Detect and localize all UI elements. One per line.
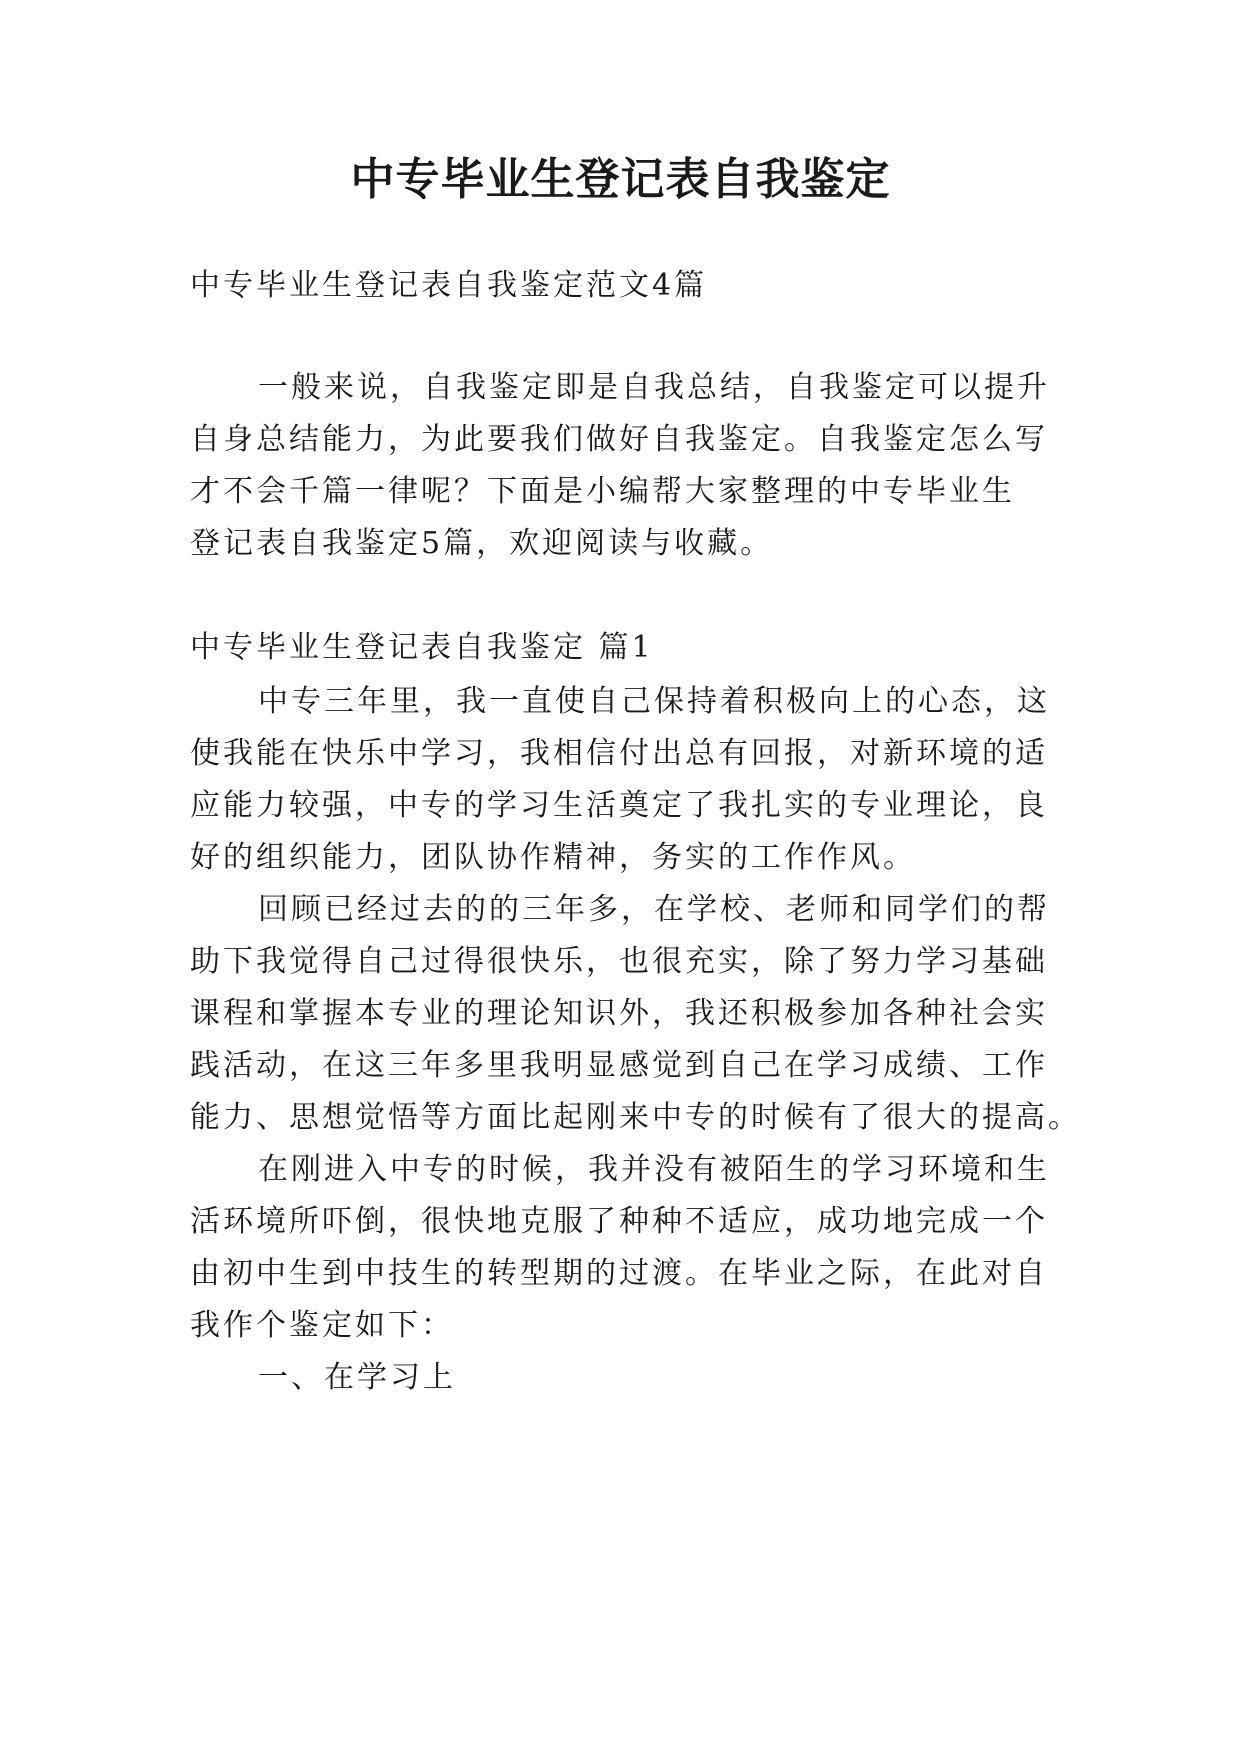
list-item-heading: 一、在学习上 (258, 1360, 456, 1395)
paragraph-line: 践活动，在这三年多里我明显感觉到自己在学习成绩、工作 (190, 1048, 1048, 1083)
document-title: 中专毕业生登记表自我鉴定 (350, 154, 891, 205)
paragraph-line: 我作个鉴定如下： (190, 1308, 454, 1343)
intro-line: 自身总结能力，为此要我们做好自我鉴定。自我鉴定怎么写 (190, 422, 1048, 457)
paragraph-line: 在刚进入中专的时候，我并没有被陌生的学习环境和生 (258, 1152, 1050, 1187)
paragraph-line: 回顾已经过去的的三年多，在学校、老师和同学们的帮 (258, 892, 1050, 927)
intro-line: 登记表自我鉴定5篇，欢迎阅读与收藏。 (190, 526, 774, 561)
paragraph-line: 好的组织能力，团队协作精神，务实的工作作风。 (190, 840, 916, 875)
paragraph-line: 能力、思想觉悟等方面比起刚来中专的时候有了很大的提高。 (190, 1100, 1081, 1135)
paragraph-line: 使我能在快乐中学习，我相信付出总有回报，对新环境的适 (190, 736, 1048, 771)
paragraph-line: 应能力较强，中专的学习生活奠定了我扎实的专业理论，良 (190, 788, 1048, 823)
intro-line: 一般来说，自我鉴定即是自我总结，自我鉴定可以提升 (258, 370, 1050, 405)
paragraph-line: 由初中生到中技生的转型期的过渡。在毕业之际，在此对自 (190, 1256, 1048, 1291)
paragraph-line: 课程和掌握本专业的理论知识外，我还积极参加各种社会实 (190, 996, 1048, 1031)
document-subtitle: 中专毕业生登记表自我鉴定范文4篇 (190, 268, 708, 303)
section-heading: 中专毕业生登记表自我鉴定 篇1 (190, 630, 654, 665)
paragraph-line: 活环境所吓倒，很快地克服了种种不适应，成功地完成一个 (190, 1204, 1048, 1239)
paragraph-line: 助下我觉得自己过得很快乐，也很充实，除了努力学习基础 (190, 944, 1048, 979)
paragraph-line: 中专三年里，我一直使自己保持着积极向上的心态，这 (258, 684, 1050, 719)
intro-line: 才不会千篇一律呢？下面是小编帮大家整理的中专毕业生 (190, 474, 1015, 509)
